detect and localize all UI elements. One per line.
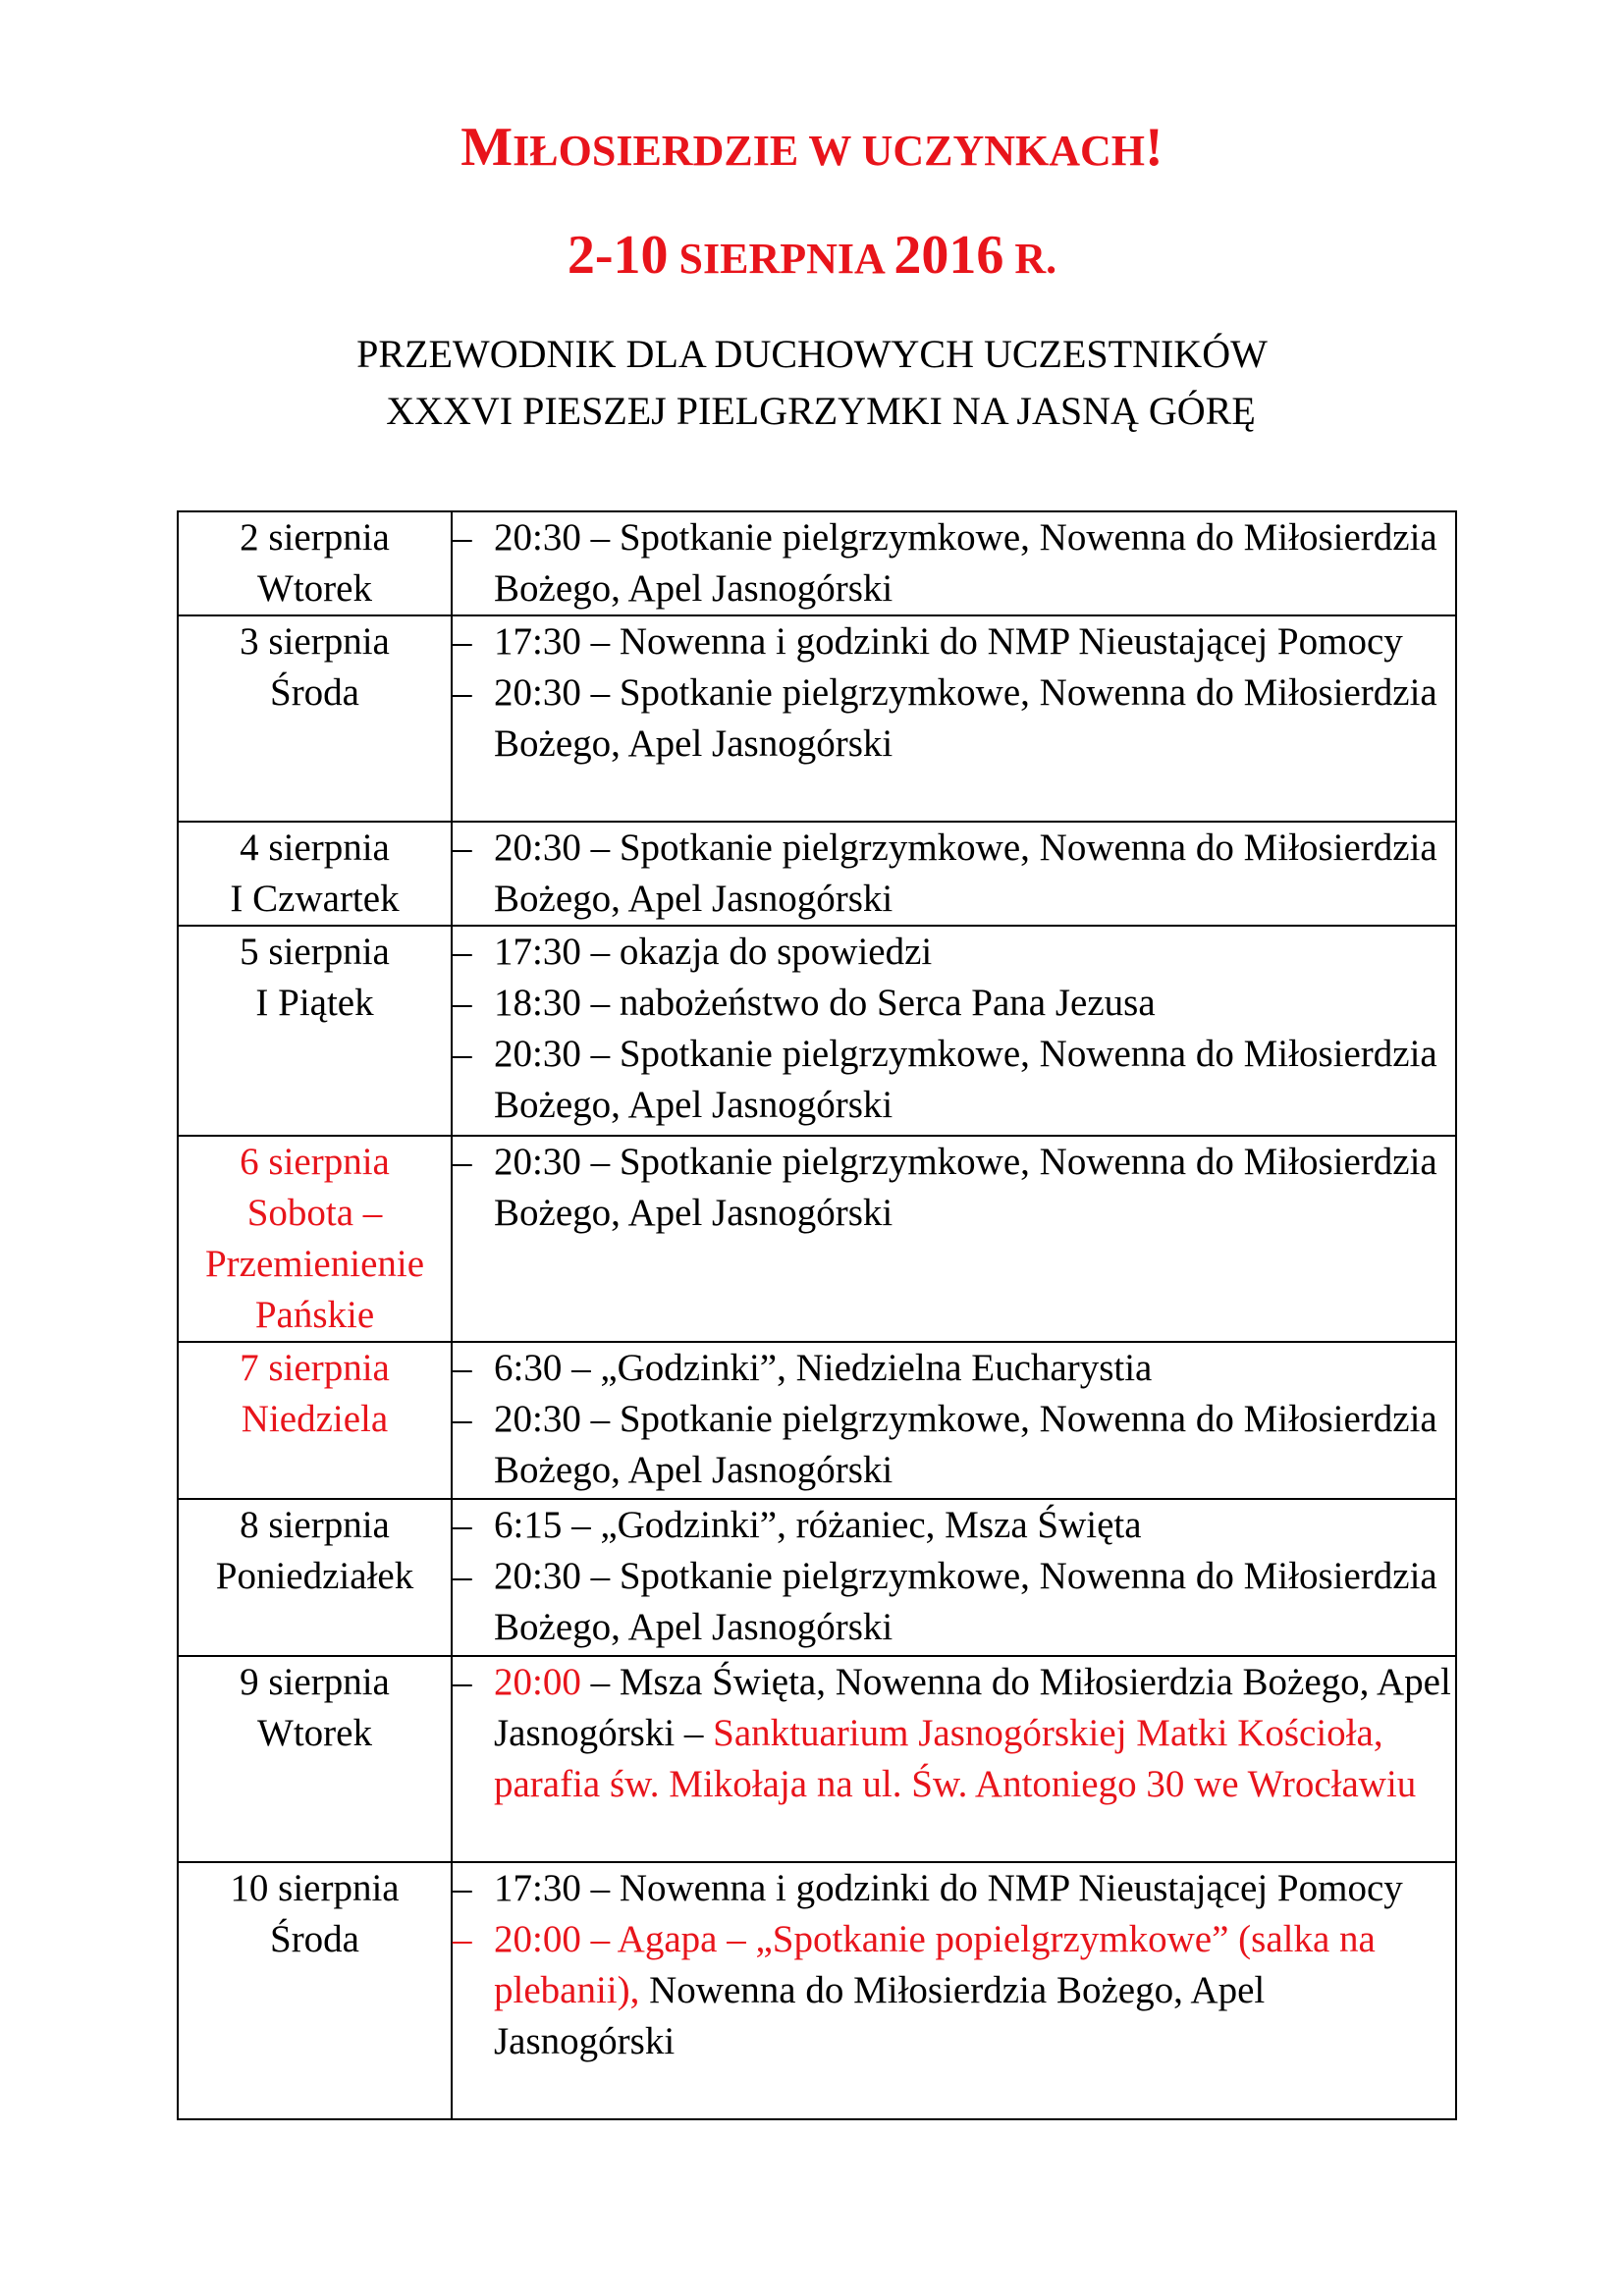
event-dash: – (453, 516, 472, 559)
events-cell (452, 1342, 1456, 1499)
schedule-body (178, 511, 1456, 2119)
events-cell (452, 615, 1456, 822)
event-text (494, 667, 1455, 770)
day-name: Środa (270, 1918, 359, 1960)
event-text (494, 927, 1455, 978)
day-name: Poniedziałek (215, 1555, 414, 1597)
day-name: Niedziela (241, 1398, 389, 1440)
event-item (453, 1394, 1455, 1496)
event-item (453, 927, 1455, 978)
event-dash: – (453, 827, 472, 869)
events-cell (452, 926, 1456, 1136)
day-date: 9 sierpnia (240, 1661, 390, 1703)
schedule-row (178, 1342, 1456, 1499)
schedule-row (178, 926, 1456, 1136)
event-dash: – (453, 1867, 472, 1909)
event-text-segment: 20:30 – Spotkanie pielgrzymkowe, Nowenna do Miłosierdzia Bożego, Apel Jasnogórski (494, 827, 1437, 920)
day-cell (178, 511, 452, 615)
event-text-segment: Sanktuarium Jasnogórskiej Matki Kościoła, parafia św. Mikołaja na ul. Św. Antoniego 30 we Wrocławiu (494, 1712, 1417, 1805)
event-text-segment: 20:30 – Spotkanie pielgrzymkowe, Nowenna do Miłosierdzia Bożego, Apel Jasnogórski (494, 516, 1437, 610)
event-text-segment: 20:30 – Spotkanie pielgrzymkowe, Nowenna do Miłosierdzia Bożego, Apel Jasnogórski (494, 1033, 1437, 1126)
event-text-segment: 18:30 – nabożeństwo do Serca Pana Jezusa (494, 982, 1156, 1024)
event-item (453, 1863, 1455, 1914)
event-dash: – (453, 620, 472, 663)
event-text-segment: 20:30 – Spotkanie pielgrzymkowe, Nowenna do Miłosierdzia Bożego, Apel Jasnogórski (494, 671, 1437, 765)
day-name: Pańskie (254, 1294, 375, 1336)
day-date: 7 sierpnia (240, 1347, 390, 1389)
day-date: 3 sierpnia (240, 620, 390, 663)
event-item (453, 616, 1455, 667)
event-text (494, 1394, 1455, 1496)
event-dash: – (453, 1033, 472, 1075)
day-date: 4 sierpnia (240, 827, 390, 869)
day-cell (178, 926, 452, 1136)
schedule-table (177, 510, 1457, 2120)
event-text (494, 1551, 1455, 1653)
event-item (453, 1343, 1455, 1394)
event-text (494, 1029, 1455, 1131)
document-dates (0, 224, 1624, 287)
event-dash: – (453, 982, 472, 1024)
event-item (453, 978, 1455, 1029)
day-name: Przemienienie (204, 1243, 425, 1285)
event-dash: – (453, 1141, 472, 1183)
day-date: 5 sierpnia (240, 931, 390, 973)
events-cell (452, 511, 1456, 615)
document-title (0, 116, 1624, 179)
day-date: 10 sierpnia (230, 1867, 400, 1909)
day-cell (178, 1136, 452, 1342)
event-item (453, 1029, 1455, 1131)
title-initial: M (460, 117, 514, 178)
event-dash: – (453, 1661, 472, 1703)
event-item (453, 512, 1455, 614)
subtitle-line-1: PRZEWODNIK DLA DUCHOWYCH UCZESTNIKÓW (356, 332, 1268, 376)
event-text (494, 1863, 1455, 1914)
event-text-segment: Nowenna do Miłosierdzia Bożego, Apel Jasnogórski (494, 1969, 1266, 2062)
events-cell (452, 1656, 1456, 1862)
event-text (494, 1500, 1455, 1551)
event-text-segment: 17:30 – Nowenna i godzinki do NMP Nieustającej Pomocy (494, 1867, 1403, 1909)
day-name: Wtorek (257, 567, 372, 610)
dates-month: SIERPNIA (668, 235, 894, 283)
event-dash: – (453, 1504, 472, 1546)
events-cell (452, 1862, 1456, 2119)
event-item (453, 823, 1455, 925)
event-text (494, 1137, 1455, 1239)
event-dash: – (453, 1555, 472, 1597)
event-item (453, 1551, 1455, 1653)
day-date: 6 sierpnia (240, 1141, 390, 1183)
event-item (453, 667, 1455, 770)
event-text (494, 1343, 1455, 1394)
dates-year: 2016 (893, 225, 1004, 286)
day-cell (178, 1656, 452, 1862)
event-item (453, 1657, 1455, 1810)
schedule-row (178, 615, 1456, 822)
schedule-row (178, 1136, 1456, 1342)
event-text-segment: 17:30 – Nowenna i godzinki do NMP Nieustającej Pomocy (494, 620, 1403, 663)
dates-suffix: R. (1003, 235, 1057, 283)
day-name: Sobota – (246, 1192, 383, 1234)
day-date: 8 sierpnia (240, 1504, 390, 1546)
event-text-segment: 6:30 – „Godzinki”, Niedzielna Eucharystia (494, 1347, 1153, 1389)
day-cell (178, 615, 452, 822)
title-text: IŁOSIERDZIE W UCZYNKACH (513, 127, 1146, 175)
event-text (494, 1657, 1455, 1810)
event-dash: – (453, 1918, 472, 1960)
schedule-row (178, 1656, 1456, 1862)
schedule-row (178, 511, 1456, 615)
day-name: I Czwartek (230, 878, 400, 920)
events-cell (452, 1136, 1456, 1342)
event-text (494, 978, 1455, 1029)
day-cell (178, 1862, 452, 2119)
event-text-segment: 20:30 – Spotkanie pielgrzymkowe, Nowenna do Miłosierdzia Bożego, Apel Jasnogórski (494, 1141, 1437, 1234)
event-dash: – (453, 931, 472, 973)
schedule-row (178, 1862, 1456, 2119)
event-text (494, 1914, 1455, 2067)
event-text (494, 512, 1455, 614)
dates-range: 2-10 (567, 225, 669, 286)
day-name: I Piątek (255, 982, 374, 1024)
event-text-segment: 6:15 – „Godzinki”, różaniec, Msza Święta (494, 1504, 1142, 1546)
event-text-segment: – Msza Święta, Nowenna do Miłosierdzia Bożego, Apel Jasnogórski – (494, 1661, 1451, 1754)
event-item (453, 1914, 1455, 2067)
event-text-segment: 20:00 (494, 1661, 581, 1703)
event-text-segment: 20:30 – Spotkanie pielgrzymkowe, Nowenna do Miłosierdzia Bożego, Apel Jasnogórski (494, 1555, 1437, 1648)
events-cell (452, 822, 1456, 926)
day-name: Wtorek (257, 1712, 372, 1754)
events-cell (452, 1499, 1456, 1656)
schedule-row (178, 822, 1456, 926)
event-text (494, 616, 1455, 667)
day-date: 2 sierpnia (240, 516, 390, 559)
day-cell (178, 1342, 452, 1499)
event-text (494, 823, 1455, 925)
event-text-segment: 20:30 – Spotkanie pielgrzymkowe, Nowenna do Miłosierdzia Bożego, Apel Jasnogórski (494, 1398, 1437, 1491)
event-dash: – (453, 671, 472, 714)
event-text-segment: 17:30 – okazja do spowiedzi (494, 931, 933, 973)
subtitle-line-2: XXXVI PIESZEJ PIELGRZYMKI NA JASNĄ GÓRĘ (386, 389, 1256, 433)
day-cell (178, 1499, 452, 1656)
schedule-row (178, 1499, 1456, 1656)
day-name: Środa (270, 671, 359, 714)
event-item (453, 1137, 1455, 1239)
event-dash: – (453, 1347, 472, 1389)
day-cell (178, 822, 452, 926)
title-exclamation: ! (1145, 117, 1164, 178)
event-item (453, 1500, 1455, 1551)
event-text-segment: 20:00 – Agapa – „Spotkanie popielgrzymkowe” (salka na plebanii), (494, 1918, 1376, 2011)
event-dash: – (453, 1398, 472, 1440)
